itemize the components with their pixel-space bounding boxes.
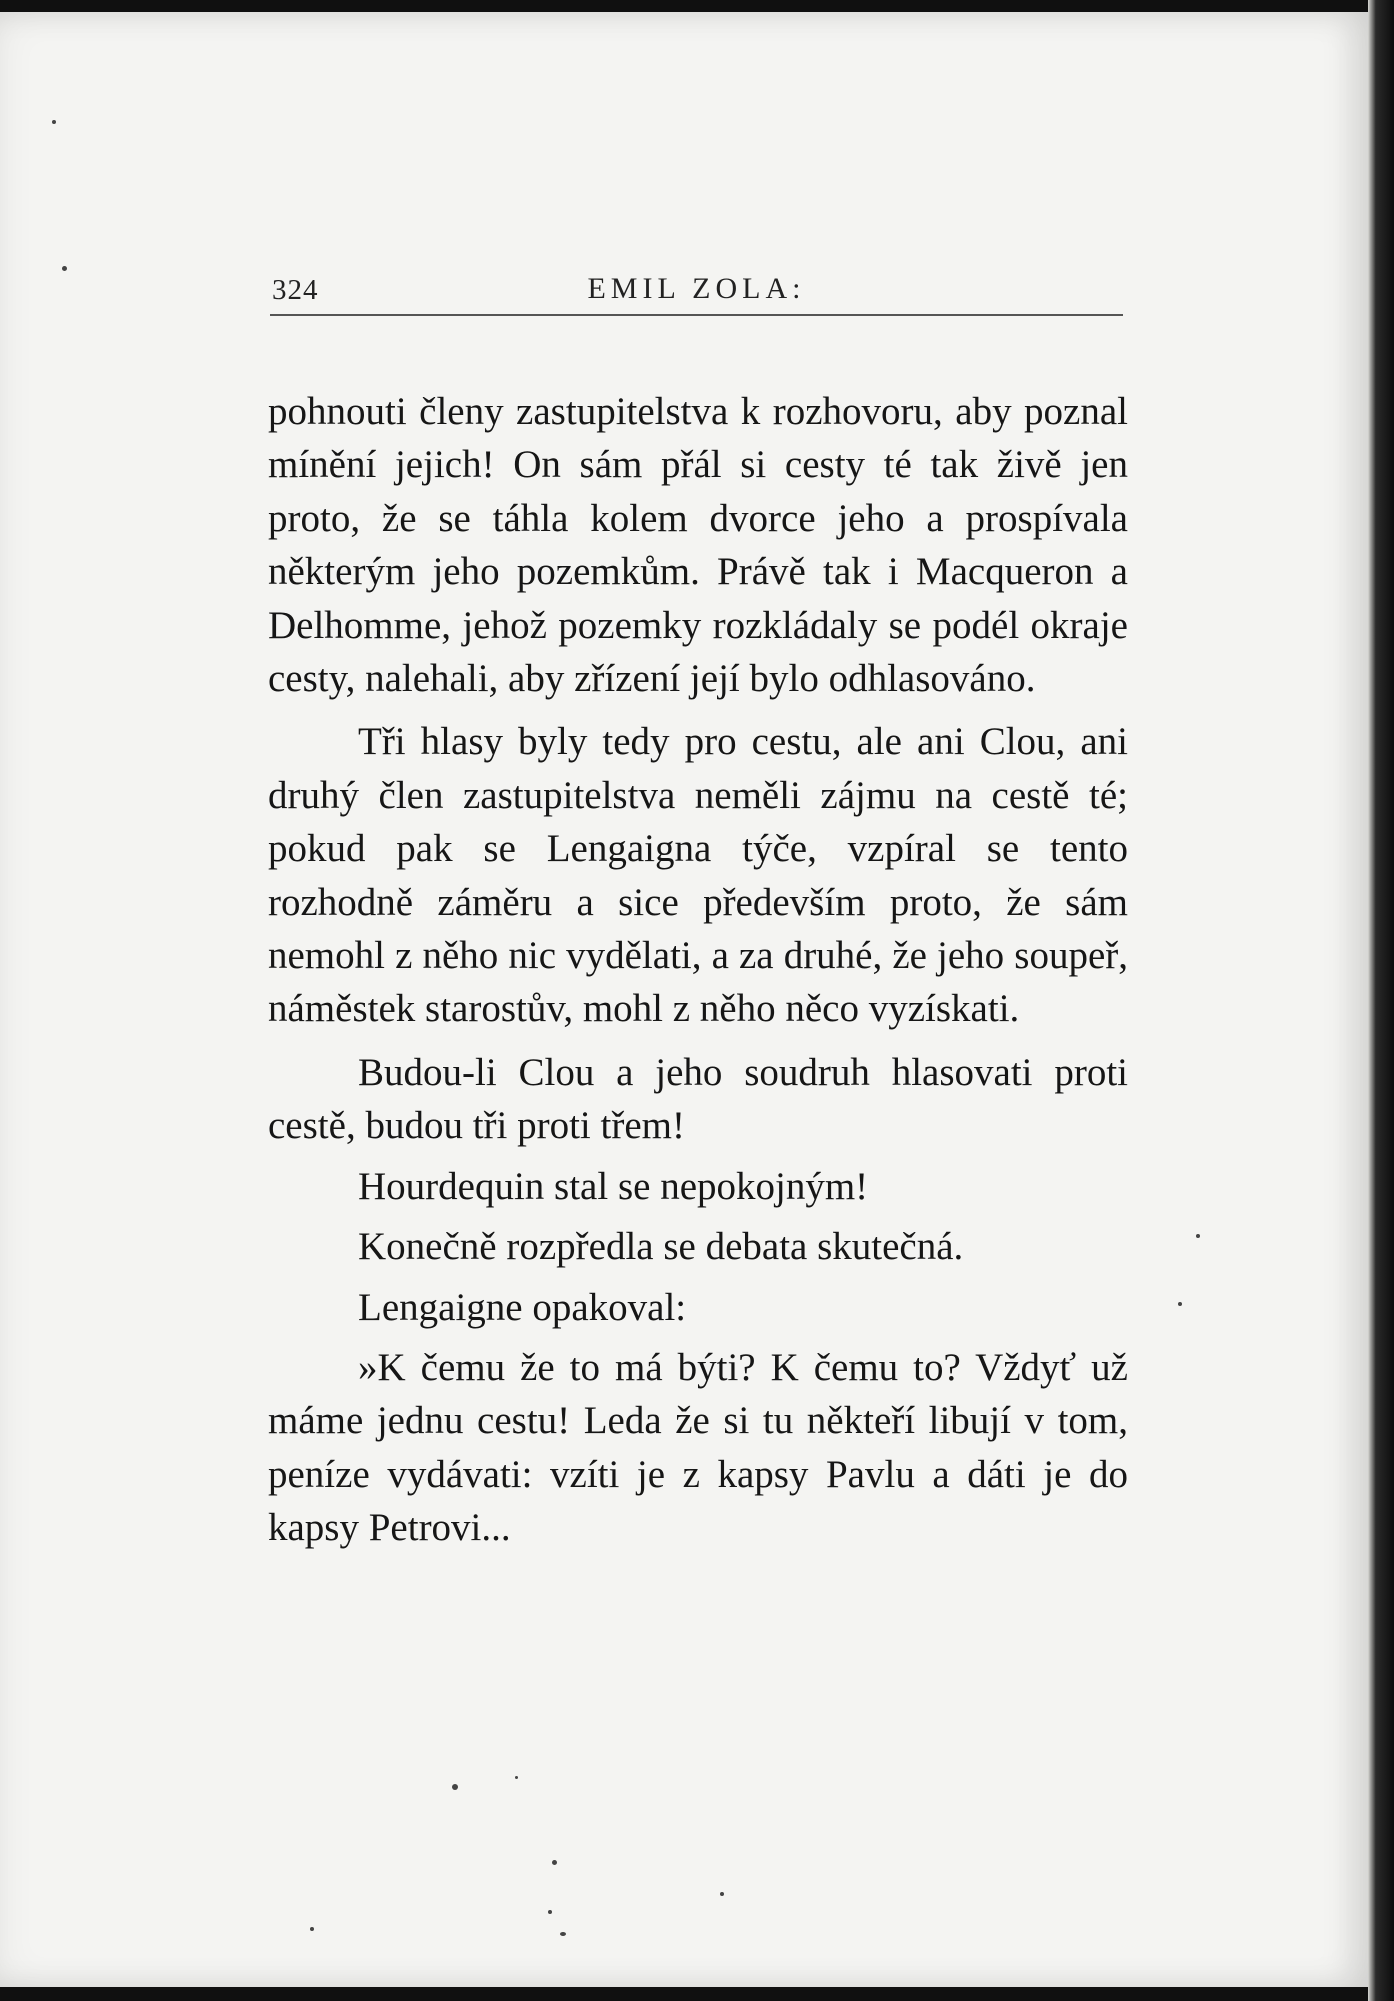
book-page xyxy=(0,12,1368,1987)
scan-speck xyxy=(310,1927,314,1931)
scan-speck xyxy=(1178,1302,1182,1306)
scan-speck xyxy=(560,1932,566,1936)
scan-speck xyxy=(52,120,56,124)
paragraph-3: Budou-li Clou a jeho soudruh hlasovati proti cestě, budou tři proti třem! xyxy=(268,1050,1128,1148)
scan-speck xyxy=(452,1784,458,1790)
paragraph-5: Konečně rozpředla se debata skutečná. xyxy=(358,1225,964,1269)
paragraph-7: »K čemu že to má býti? K čemu to? Vždyť už máme jednu cestu! Leda že si tu někteří libují v tom, peníze vydávati: vzíti je z kapsy Pavlu a dáti je do kapsy Petrovi... xyxy=(268,1345,1128,1550)
running-header xyxy=(270,274,1123,316)
page-number: 324 xyxy=(272,274,319,306)
scan-speck xyxy=(515,1776,518,1779)
paragraph-6: Lengaigne opakoval: xyxy=(358,1285,687,1329)
scan-speck xyxy=(1196,1234,1200,1238)
scan-dark-edge xyxy=(1368,0,1394,2001)
scan-speck xyxy=(720,1892,724,1896)
paragraph-4: Hourdequin stal se nepokojným! xyxy=(358,1164,869,1208)
scan-speck xyxy=(548,1910,552,1914)
paragraph-1: pohnouti členy zastupitelstva k rozhovoru, aby poznal mínění jejich! On sám přál si cesty té tak živě jen proto, že se táhla kolem dvorce jeho a prospívala některým jeho pozemkům. Právě tak i Macqueron a Delhomme, jehož pozemky rozkládaly se podél okraje cesty, nalehali, aby zřízení její bylo odhlasováno. xyxy=(268,390,1128,701)
scan-speck xyxy=(62,266,67,271)
body-text xyxy=(268,385,1128,1555)
running-title: EMIL ZOLA: xyxy=(587,272,806,305)
scan-speck xyxy=(552,1860,557,1865)
paragraph-2: Tři hlasy byly tedy pro cestu, ale ani Clou, ani druhý člen zastupitelstva neměli zájmu na cestě té; pokud pak se Lengaigna týče, vzpíral se tento rozhodně záměru a sice především proto, že sám nemohl z něho nic vydělati, a za druhé, že jeho soupeř, náměstek starostův, mohl z něho něco vyzískati. xyxy=(268,720,1128,1031)
